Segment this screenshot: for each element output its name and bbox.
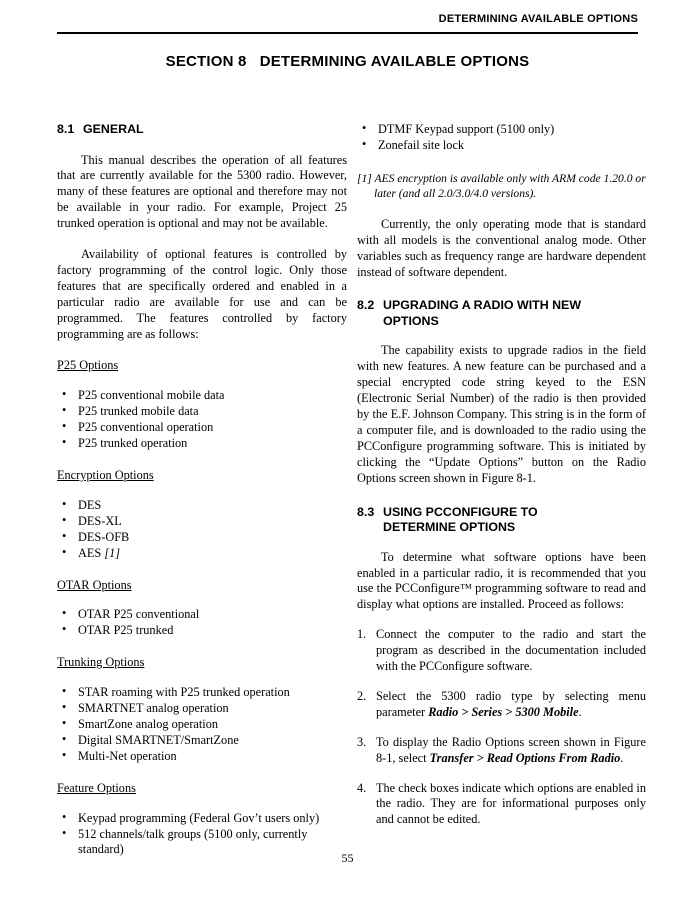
bullet-item: • DTMF Keypad support (5100 only) — [357, 122, 646, 138]
bullet-item: • STAR roaming with P25 trunked operation — [57, 685, 347, 701]
paragraph-general-2: Availability of optional features is controlled by factory programming of the control logic. Only those features that are specifically ordered and enabled in a particular radio are available for use and can be programmed. The features controlled by factory programming are as follows: — [57, 247, 347, 341]
paragraph-pcconfigure: To determine what software options have been enabled in a particular radio, it is recommended that you use the PCConfigure™ programming software to read and display what options are installed. Proceed as follows: — [357, 549, 646, 612]
group-label-feature-options: Feature Options — [57, 780, 136, 795]
menu-path: Transfer > Read Options From Radio — [429, 750, 621, 765]
page-number: 55 — [341, 851, 354, 865]
paragraph-general-1: This manual describes the operation of all features that are currently available for the 5300 radio. However, many of these features are optional and therefore may not be available in your radio. For example, Project 25 trunked operation is optional and may not be available. — [57, 152, 347, 231]
bullet-item: • OTAR P25 trunked — [57, 623, 347, 639]
bullet-item: • OTAR P25 conventional — [57, 607, 347, 623]
bullet-item: • DES-XL — [57, 514, 347, 530]
step-item-4 — [357, 781, 646, 829]
right-column — [357, 122, 646, 828]
section-heading-text: UPGRADING A RADIO WITH NEW OPTIONS — [383, 298, 582, 328]
bullet-item: • DES — [57, 498, 347, 514]
bullet-list-p25 — [57, 388, 347, 452]
step-text: Connect the computer to the radio and start the program as described in the documentation included with the PCConfigure software. — [376, 627, 646, 674]
footnote-aes: [1] AES encryption is available only with ARM code 1.20.0 or later (and all 2.0/3.0/4.0 versions). — [357, 171, 646, 200]
step-text: The check boxes indicate which options are enabled in the radio. They are for informational purposes only and cannot be edited. — [376, 780, 646, 827]
step-text — [376, 735, 646, 767]
step-item-3 — [357, 735, 646, 767]
section-heading-text: USING PCCONFIGURE TO DETERMINE OPTIONS — [383, 504, 538, 535]
footnote-reference: [1] — [104, 545, 121, 560]
bullet-item: • 512 channels/talk groups (5100 only, currently standard) — [57, 827, 347, 859]
step-number: 2. — [357, 688, 367, 703]
bullet-item: • DES-OFB — [57, 530, 347, 546]
step-text-pre: To display the Radio Options screen shown in Figure 8-1, select — [376, 734, 646, 765]
bullet-item-text: AES — [78, 545, 105, 560]
menu-path: Radio > Series > 5300 Mobile — [428, 704, 579, 719]
step-number: 3. — [357, 734, 367, 749]
paragraph-upgrading: The capability exists to upgrade radios in the field with new features. A new feature can be purchased and a special encrypted code string keyed to the ESN (Electronic Serial Number) of the radio is then provided by the E.F. Johnson Company. This string is in the form of a computer file, and is downloaded to the radio using the PCConfigure programming software. This is initiated by clicking the “Update Options” button on the Radio Options screen shown in Figure 8-1. — [357, 343, 646, 485]
left-column — [57, 122, 347, 858]
section-8-3-heading — [357, 505, 646, 536]
bullet-list-trunking — [57, 685, 347, 765]
paragraph-operating-modes: Currently, the only operating mode that is standard with all models is the conventional analog mode. Other variables such as frequency range are hardware dependent instead of software dependent. — [357, 216, 646, 279]
bullet-item: • Zonefail site lock — [357, 138, 646, 154]
step-item-1 — [357, 627, 646, 675]
step-item-2 — [357, 689, 646, 721]
section-8-2-heading — [357, 298, 646, 329]
group-label-otar-options: OTAR Options — [57, 577, 132, 592]
bullet-item-aes — [57, 546, 347, 562]
page-title: SECTION 8 DETERMINING AVAILABLE OPTIONS — [165, 53, 530, 70]
bullet-item: • Multi-Net operation — [57, 749, 347, 765]
bullet-item: • P25 conventional mobile data — [57, 388, 347, 404]
bullet-list-encryption — [57, 498, 347, 562]
step-text — [376, 689, 646, 721]
section-number: 8.2 — [357, 298, 375, 313]
bullet-item: • Keypad programming (Federal Gov’t users only) — [57, 811, 347, 827]
step-text-pre: Select the 5300 radio type by selecting menu parameter — [376, 688, 646, 719]
bullet-item: • P25 trunked mobile data — [57, 404, 347, 420]
bullet-item: • SmartZone analog operation — [57, 717, 347, 733]
bullet-item: • P25 conventional operation — [57, 420, 347, 436]
bullet-item: • P25 trunked operation — [57, 436, 347, 452]
bullet-item: • SMARTNET analog operation — [57, 701, 347, 717]
step-number: 1. — [357, 627, 367, 642]
bullet-item: • Digital SMARTNET/SmartZone — [57, 733, 347, 749]
group-label-trunking-options: Trunking Options — [57, 655, 145, 670]
section-number: 8.3 — [357, 504, 375, 519]
bullet-list-feature-continued — [357, 122, 646, 154]
section-8-1-heading — [57, 122, 347, 138]
bullet-list-otar — [57, 607, 347, 639]
header-rule — [57, 32, 638, 34]
step-text-post: . — [578, 704, 582, 719]
step-number: 4. — [357, 780, 367, 795]
section-heading-text: GENERAL — [83, 122, 144, 136]
group-label-encryption-options: Encryption Options — [57, 468, 154, 482]
running-header: DETERMINING AVAILABLE OPTIONS — [438, 13, 638, 25]
step-text-post: . — [620, 750, 624, 765]
group-label-p25-options: P25 Options — [57, 358, 119, 373]
section-number: 8.1 — [57, 122, 75, 136]
